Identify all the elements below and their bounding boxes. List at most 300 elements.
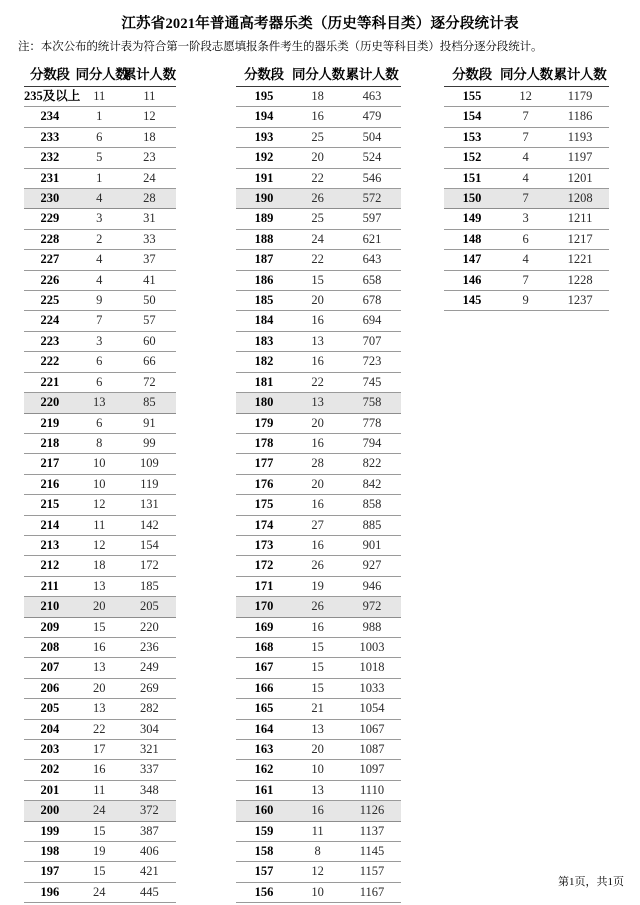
cell-cumulative: 621 (343, 229, 401, 249)
cell-count: 15 (76, 821, 123, 841)
table-row (236, 760, 401, 780)
cell-cumulative: 1221 (551, 250, 609, 270)
cell-count: 9 (76, 291, 123, 311)
table-row (24, 168, 176, 188)
cell-score: 220 (24, 393, 76, 413)
cell-score: 153 (444, 127, 500, 147)
cell-cumulative: 1186 (551, 107, 609, 127)
cell-score: 174 (236, 515, 292, 535)
cell-cumulative: 18 (123, 127, 176, 147)
cell-cumulative: 1237 (551, 291, 609, 311)
table-row (236, 678, 401, 698)
cell-score: 218 (24, 433, 76, 453)
cell-cumulative: 901 (343, 535, 401, 555)
table-header-2 (236, 62, 401, 87)
cell-score: 194 (236, 107, 292, 127)
cell-score: 179 (236, 413, 292, 433)
cell-score: 208 (24, 637, 76, 657)
cell-cumulative: 1087 (343, 740, 401, 760)
cell-count: 22 (292, 250, 343, 270)
cell-count: 6 (76, 352, 123, 372)
table-row (24, 372, 176, 392)
cell-count: 13 (292, 393, 343, 413)
cell-score: 235及以上 (24, 87, 76, 107)
cell-count: 8 (76, 433, 123, 453)
table-row (24, 760, 176, 780)
cell-cumulative: 504 (343, 127, 401, 147)
cell-count: 16 (292, 617, 343, 637)
cell-score: 229 (24, 209, 76, 229)
table-row (444, 209, 609, 229)
cell-score: 219 (24, 413, 76, 433)
cell-cumulative: 72 (123, 372, 176, 392)
cell-count: 13 (76, 658, 123, 678)
table-row (24, 678, 176, 698)
table-row (24, 433, 176, 453)
cell-cumulative: 1197 (551, 148, 609, 168)
cell-score: 185 (236, 291, 292, 311)
cell-cumulative: 1167 (343, 882, 401, 902)
cell-cumulative: 1097 (343, 760, 401, 780)
table-row (24, 515, 176, 535)
cell-count: 12 (292, 862, 343, 882)
table-column-3 (432, 62, 640, 311)
table-row (236, 393, 401, 413)
cell-cumulative: 842 (343, 474, 401, 494)
cell-cumulative: 946 (343, 576, 401, 596)
cell-cumulative: 387 (123, 821, 176, 841)
table-row (236, 862, 401, 882)
cell-cumulative: 421 (123, 862, 176, 882)
cell-score: 160 (236, 801, 292, 821)
table-row (24, 229, 176, 249)
table-row (236, 882, 401, 902)
cell-count: 13 (292, 780, 343, 800)
cell-score: 154 (444, 107, 500, 127)
cell-cumulative: 304 (123, 719, 176, 739)
table-row (236, 87, 401, 107)
cell-score: 234 (24, 107, 76, 127)
cell-cumulative: 348 (123, 780, 176, 800)
table-row (24, 209, 176, 229)
cell-score: 163 (236, 740, 292, 760)
cell-count: 20 (76, 678, 123, 698)
cell-score: 195 (236, 87, 292, 107)
table-row (24, 535, 176, 555)
table-row (24, 148, 176, 168)
cell-cumulative: 85 (123, 393, 176, 413)
cell-score: 211 (24, 576, 76, 596)
cell-count: 16 (292, 801, 343, 821)
cell-cumulative: 1179 (551, 87, 609, 107)
cell-count: 10 (292, 882, 343, 902)
cell-count: 25 (292, 127, 343, 147)
cell-cumulative: 822 (343, 454, 401, 474)
header-count: 同分人数 (292, 62, 343, 87)
cell-score: 228 (24, 229, 76, 249)
cell-cumulative: 1217 (551, 229, 609, 249)
cell-score: 186 (236, 270, 292, 290)
cell-count: 27 (292, 515, 343, 535)
cell-score: 176 (236, 474, 292, 494)
cell-count: 22 (76, 719, 123, 739)
table-column-2 (222, 62, 432, 903)
cell-count: 11 (76, 87, 123, 107)
cell-cumulative: 60 (123, 331, 176, 351)
cell-cumulative: 236 (123, 637, 176, 657)
table-row (444, 250, 609, 270)
cell-score: 193 (236, 127, 292, 147)
cell-score: 151 (444, 168, 500, 188)
cell-count: 19 (76, 842, 123, 862)
table-row (236, 454, 401, 474)
cell-count: 16 (292, 352, 343, 372)
cell-cumulative: 597 (343, 209, 401, 229)
cell-count: 4 (500, 250, 551, 270)
cell-count: 15 (76, 862, 123, 882)
cell-score: 222 (24, 352, 76, 372)
cell-count: 21 (292, 699, 343, 719)
cell-score: 152 (444, 148, 500, 168)
cell-count: 13 (292, 719, 343, 739)
cell-score: 212 (24, 556, 76, 576)
cell-count: 16 (292, 311, 343, 331)
cell-cumulative: 927 (343, 556, 401, 576)
table-row (444, 189, 609, 209)
table-row (24, 352, 176, 372)
table-row (24, 658, 176, 678)
cell-count: 6 (76, 413, 123, 433)
table-row (444, 291, 609, 311)
cell-score: 157 (236, 862, 292, 882)
cell-score: 178 (236, 433, 292, 453)
table-row (24, 331, 176, 351)
cell-cumulative: 321 (123, 740, 176, 760)
cell-score: 146 (444, 270, 500, 290)
table-row (236, 535, 401, 555)
table-header-1 (24, 62, 176, 87)
cell-cumulative: 1137 (343, 821, 401, 841)
cell-score: 170 (236, 597, 292, 617)
cell-cumulative: 1018 (343, 658, 401, 678)
cell-count: 4 (76, 189, 123, 209)
cell-cumulative: 269 (123, 678, 176, 698)
cell-cumulative: 23 (123, 148, 176, 168)
cell-count: 18 (292, 87, 343, 107)
cell-count: 9 (500, 291, 551, 311)
table-row (24, 617, 176, 637)
header-score: 分数段 (444, 62, 500, 87)
cell-count: 1 (76, 168, 123, 188)
cell-count: 13 (76, 699, 123, 719)
cell-cumulative: 1067 (343, 719, 401, 739)
cell-count: 15 (292, 270, 343, 290)
table-row (236, 352, 401, 372)
cell-score: 168 (236, 637, 292, 657)
table-row (444, 270, 609, 290)
table-body-1 (24, 87, 176, 903)
table-row (236, 740, 401, 760)
table-row (24, 637, 176, 657)
cell-cumulative: 12 (123, 107, 176, 127)
table-row (24, 699, 176, 719)
table-row (236, 515, 401, 535)
table-row (24, 780, 176, 800)
cell-score: 214 (24, 515, 76, 535)
cell-count: 12 (76, 495, 123, 515)
cell-cumulative: 24 (123, 168, 176, 188)
table-row (236, 413, 401, 433)
page-note: 注：本次公布的统计表为符合第一阶段志愿填报条件考生的器乐类（历史等科目类）投档分逐分段统计。 (18, 41, 543, 53)
cell-count: 3 (76, 331, 123, 351)
cell-score: 198 (24, 842, 76, 862)
cell-score: 203 (24, 740, 76, 760)
cell-cumulative: 758 (343, 393, 401, 413)
cell-cumulative: 41 (123, 270, 176, 290)
cell-count: 4 (500, 168, 551, 188)
cell-score: 164 (236, 719, 292, 739)
table-row (236, 433, 401, 453)
cell-count: 11 (292, 821, 343, 841)
cell-cumulative: 142 (123, 515, 176, 535)
table-row (236, 658, 401, 678)
table-row (24, 127, 176, 147)
cell-cumulative: 794 (343, 433, 401, 453)
cell-count: 7 (76, 311, 123, 331)
cell-score: 217 (24, 454, 76, 474)
cell-cumulative: 572 (343, 189, 401, 209)
cell-score: 223 (24, 331, 76, 351)
table-row (444, 229, 609, 249)
cell-cumulative: 1003 (343, 637, 401, 657)
cell-cumulative: 57 (123, 311, 176, 331)
cell-score: 175 (236, 495, 292, 515)
cell-score: 226 (24, 270, 76, 290)
cell-count: 4 (500, 148, 551, 168)
cell-count: 16 (292, 495, 343, 515)
cell-score: 232 (24, 148, 76, 168)
table-row (444, 107, 609, 127)
cell-count: 19 (292, 576, 343, 596)
cell-count: 25 (292, 209, 343, 229)
cell-score: 187 (236, 250, 292, 270)
cell-score: 191 (236, 168, 292, 188)
cell-count: 11 (76, 780, 123, 800)
cell-score: 172 (236, 556, 292, 576)
cell-count: 16 (76, 760, 123, 780)
cell-score: 159 (236, 821, 292, 841)
cell-cumulative: 33 (123, 229, 176, 249)
table-row (24, 597, 176, 617)
cell-score: 155 (444, 87, 500, 107)
cell-score: 150 (444, 189, 500, 209)
cell-cumulative: 643 (343, 250, 401, 270)
cell-count: 2 (76, 229, 123, 249)
cell-count: 6 (500, 229, 551, 249)
cell-cumulative: 37 (123, 250, 176, 270)
table-row (24, 87, 176, 107)
table-row (24, 882, 176, 902)
cell-count: 16 (76, 637, 123, 657)
table-row (24, 250, 176, 270)
cell-score: 162 (236, 760, 292, 780)
cell-count: 24 (76, 882, 123, 902)
header-cumulative: 累计人数 (343, 62, 401, 87)
table-row (24, 740, 176, 760)
table-columns-container (0, 56, 640, 903)
cell-score: 188 (236, 229, 292, 249)
cell-score: 209 (24, 617, 76, 637)
cell-score: 197 (24, 862, 76, 882)
table-body-3 (444, 87, 609, 311)
cell-count: 22 (292, 372, 343, 392)
cell-cumulative: 205 (123, 597, 176, 617)
table-row (236, 311, 401, 331)
cell-score: 216 (24, 474, 76, 494)
cell-cumulative: 372 (123, 801, 176, 821)
cell-cumulative: 546 (343, 168, 401, 188)
cell-score: 156 (236, 882, 292, 902)
cell-score: 201 (24, 780, 76, 800)
cell-score: 206 (24, 678, 76, 698)
cell-cumulative: 66 (123, 352, 176, 372)
table-row (24, 576, 176, 596)
cell-score: 225 (24, 291, 76, 311)
cell-count: 6 (76, 127, 123, 147)
table-row (444, 148, 609, 168)
cell-cumulative: 694 (343, 311, 401, 331)
cell-count: 13 (76, 576, 123, 596)
cell-count: 8 (292, 842, 343, 862)
cell-count: 16 (292, 535, 343, 555)
cell-count: 20 (292, 291, 343, 311)
table-row (24, 454, 176, 474)
cell-count: 10 (76, 454, 123, 474)
cell-cumulative: 1157 (343, 862, 401, 882)
table-row (236, 719, 401, 739)
table-row (236, 842, 401, 862)
cell-cumulative: 1208 (551, 189, 609, 209)
cell-count: 7 (500, 127, 551, 147)
cell-score: 171 (236, 576, 292, 596)
cell-count: 26 (292, 597, 343, 617)
cell-score: 181 (236, 372, 292, 392)
cell-score: 221 (24, 372, 76, 392)
cell-count: 7 (500, 270, 551, 290)
table-row (24, 842, 176, 862)
cell-count: 20 (76, 597, 123, 617)
cell-cumulative: 445 (123, 882, 176, 902)
cell-score: 215 (24, 495, 76, 515)
cell-score: 184 (236, 311, 292, 331)
table-row (24, 801, 176, 821)
cell-score: 230 (24, 189, 76, 209)
cell-count: 16 (292, 433, 343, 453)
table-row (24, 862, 176, 882)
header-count: 同分人数 (500, 62, 551, 87)
cell-cumulative: 1054 (343, 699, 401, 719)
table-row (236, 597, 401, 617)
cell-count: 22 (292, 168, 343, 188)
cell-count: 28 (292, 454, 343, 474)
table-row (24, 474, 176, 494)
table-row (444, 127, 609, 147)
table-row (236, 148, 401, 168)
table-row (24, 107, 176, 127)
cell-score: 161 (236, 780, 292, 800)
table-row (24, 719, 176, 739)
cell-cumulative: 524 (343, 148, 401, 168)
cell-score: 192 (236, 148, 292, 168)
table-column-1 (0, 62, 222, 903)
table-row (236, 127, 401, 147)
header-score: 分数段 (236, 62, 292, 87)
cell-cumulative: 972 (343, 597, 401, 617)
score-table-3 (444, 62, 609, 311)
cell-score: 231 (24, 168, 76, 188)
header-score: 分数段 (24, 62, 76, 87)
cell-score: 200 (24, 801, 76, 821)
cell-cumulative: 99 (123, 433, 176, 453)
cell-cumulative: 185 (123, 576, 176, 596)
cell-count: 3 (76, 209, 123, 229)
cell-cumulative: 1126 (343, 801, 401, 821)
cell-score: 213 (24, 535, 76, 555)
cell-cumulative: 249 (123, 658, 176, 678)
score-table-1 (24, 62, 176, 903)
table-row (24, 393, 176, 413)
cell-cumulative: 885 (343, 515, 401, 535)
table-row (236, 801, 401, 821)
cell-cumulative: 858 (343, 495, 401, 515)
table-row (236, 291, 401, 311)
cell-count: 15 (292, 678, 343, 698)
cell-count: 20 (292, 474, 343, 494)
score-table-2 (236, 62, 401, 903)
cell-cumulative: 1201 (551, 168, 609, 188)
table-row (24, 270, 176, 290)
table-row (24, 311, 176, 331)
cell-cumulative: 131 (123, 495, 176, 515)
cell-cumulative: 1145 (343, 842, 401, 862)
cell-score: 173 (236, 535, 292, 555)
cell-cumulative: 11 (123, 87, 176, 107)
header-cumulative: 累计人数 (123, 62, 176, 87)
cell-cumulative: 28 (123, 189, 176, 209)
cell-count: 18 (76, 556, 123, 576)
table-row (236, 474, 401, 494)
table-row (24, 495, 176, 515)
table-row (24, 189, 176, 209)
cell-cumulative: 220 (123, 617, 176, 637)
cell-cumulative: 678 (343, 291, 401, 311)
cell-score: 190 (236, 189, 292, 209)
table-row (236, 107, 401, 127)
cell-score: 182 (236, 352, 292, 372)
cell-count: 7 (500, 189, 551, 209)
cell-count: 24 (292, 229, 343, 249)
table-row (236, 821, 401, 841)
cell-score: 204 (24, 719, 76, 739)
cell-count: 26 (292, 189, 343, 209)
cell-cumulative: 463 (343, 87, 401, 107)
cell-cumulative: 282 (123, 699, 176, 719)
table-row (236, 209, 401, 229)
cell-score: 224 (24, 311, 76, 331)
table-body-2 (236, 87, 401, 903)
cell-cumulative: 50 (123, 291, 176, 311)
cell-count: 12 (500, 87, 551, 107)
